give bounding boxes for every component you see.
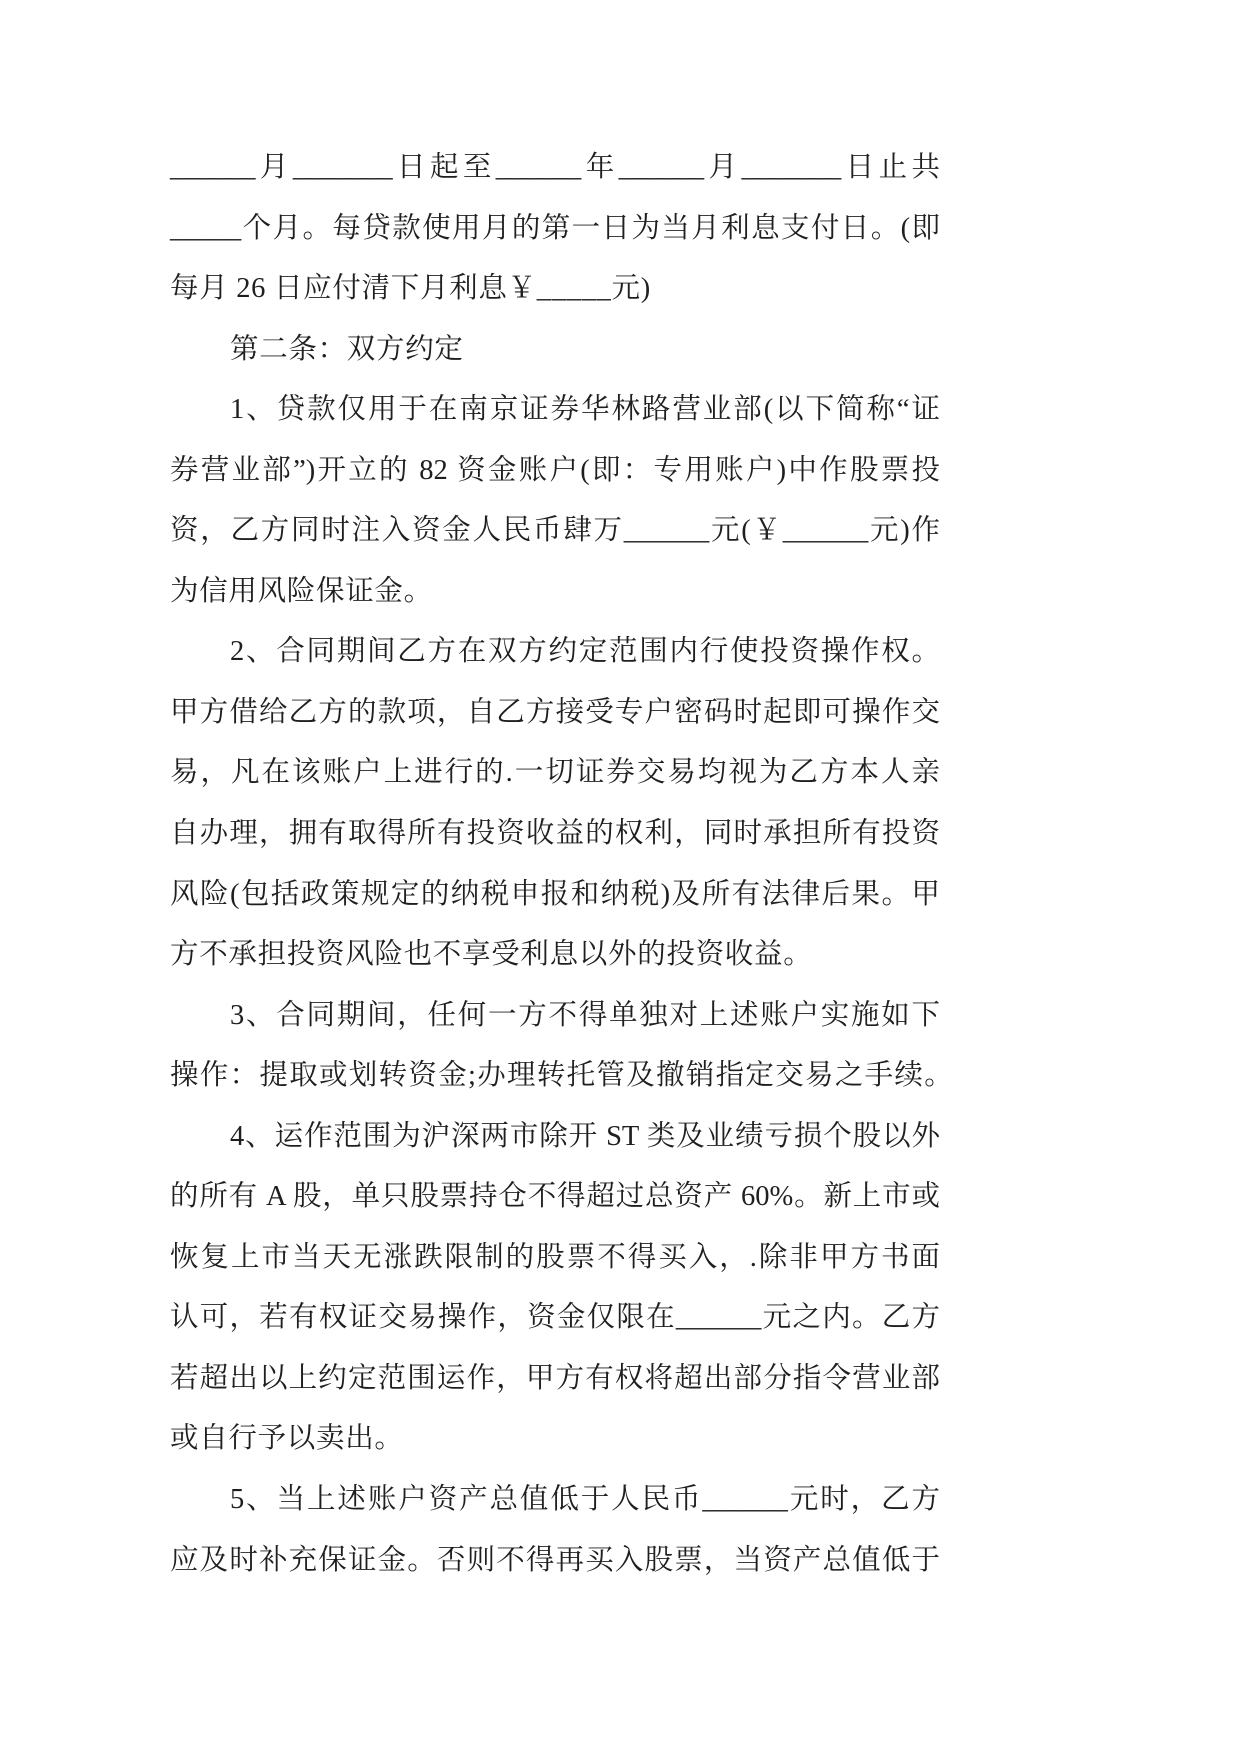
text-line: 方不承担投资风险也不享受利息以外的投资收益。 — [170, 939, 813, 971]
text-line: 每月 26 日应付清下月利息￥_____元) — [170, 273, 651, 305]
text-line: 1、贷款仅用于在南京证券华林路营业部(以下简称“证 — [230, 394, 940, 426]
article-title: 第二条：双方约定 — [230, 333, 464, 365]
clause-2 — [170, 622, 940, 985]
text-line: 应及时补充保证金。否则不得再买入股票，当资产总值低于 — [170, 1544, 940, 1576]
text-line: 2、合同期间乙方在双方约定范围内行使投资操作权。 — [230, 636, 940, 668]
clause-1 — [170, 380, 940, 622]
text-line: 自办理，拥有取得所有投资收益的权利，同时承担所有投资 — [170, 818, 940, 850]
text-line: 5、当上述账户资产总值低于人民币______元时，乙方 — [230, 1484, 940, 1516]
text-line: 4、运作范围为沪深两市除开 ST 类及业绩亏损个股以外 — [230, 1120, 940, 1152]
text-line: 易，凡在该账户上进行的.一切证券交易均视为乙方本人亲 — [170, 757, 940, 789]
text-line: 风险(包括政策规定的纳税申报和纳税)及所有法律后果。甲 — [170, 878, 940, 910]
text-line: 或自行予以卖出。 — [170, 1423, 404, 1455]
article-heading — [170, 320, 940, 381]
text-line: _____个月。每贷款使用月的第一日为当月利息支付日。(即 — [170, 212, 940, 244]
text-line: 认可，若有权证交易操作，资金仅限在______元之内。乙方 — [170, 1302, 940, 1334]
document-body — [170, 138, 955, 1591]
text-line: 3、合同期间，任何一方不得单独对上述账户实施如下 — [230, 999, 940, 1031]
clause-5 — [170, 1470, 940, 1591]
clause-4 — [170, 1107, 940, 1470]
text-line: 资，乙方同时注入资金人民币肆万______元(￥______元)作 — [170, 515, 940, 547]
paragraph-loan-term-continued — [170, 138, 940, 320]
text-line: 恢复上市当天无涨跌限制的股票不得买入，.除非甲方书面 — [170, 1241, 940, 1273]
text-line: 的所有 A 股，单只股票持仓不得超过总资产 60%。新上市或 — [170, 1181, 940, 1213]
clause-3 — [170, 986, 955, 1107]
text-line: 券营业部”)开立的 82 资金账户(即：专用账户)中作股票投 — [170, 454, 940, 486]
text-line: 为信用风险保证金。 — [170, 575, 433, 607]
text-line: 若超出以上约定范围运作，甲方有权将超出部分指令营业部 — [170, 1362, 940, 1394]
text-line: ______月_______日起至______年______月_______日止共 — [170, 152, 940, 183]
text-line: 操作：提取或划转资金;办理转托管及撤销指定交易之手续。 — [170, 1060, 955, 1092]
text-line: 甲方借给乙方的款项，自乙方接受专户密码时起即可操作交 — [170, 696, 940, 728]
